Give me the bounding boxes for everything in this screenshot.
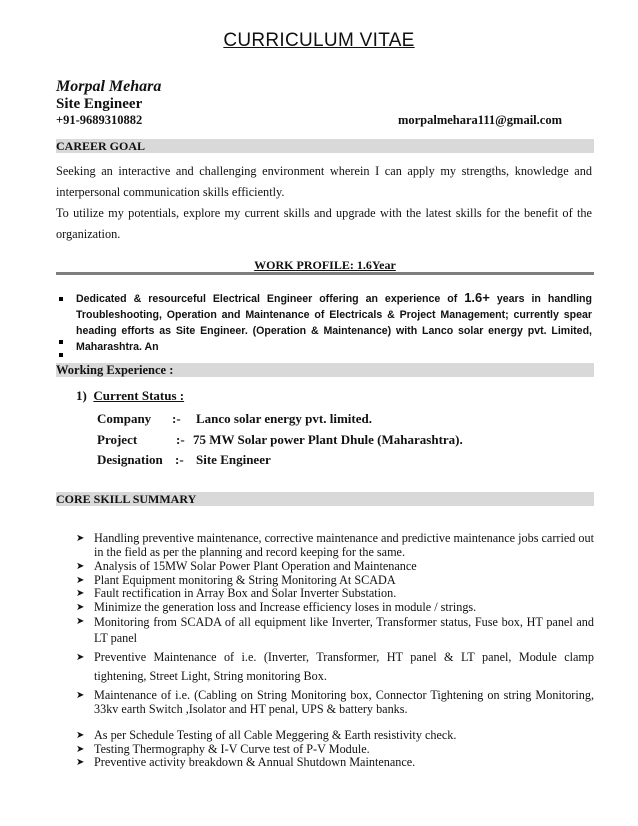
designation-label: Designation xyxy=(97,452,163,467)
core-skill-header xyxy=(56,492,594,506)
skill-item xyxy=(76,729,594,743)
profile-summary xyxy=(76,290,592,355)
company-value: Lanco solar energy pvt. limited. xyxy=(196,411,372,426)
arrow-bullet-icon: ➤ xyxy=(76,652,85,663)
experience-years: 1.6+ xyxy=(464,290,490,305)
arrow-bullet-icon: ➤ xyxy=(76,601,85,613)
bullet-square-icon xyxy=(59,340,63,344)
arrow-bullet-icon: ➤ xyxy=(76,730,85,741)
skill-item xyxy=(76,574,594,588)
skill-item xyxy=(76,601,594,615)
candidate-role: Site Engineer xyxy=(56,96,143,112)
project-separator: :- xyxy=(176,432,185,447)
working-experience-heading: Working Experience : xyxy=(56,363,174,377)
arrow-bullet-icon: ➤ xyxy=(76,588,85,599)
arrow-bullet-icon: ➤ xyxy=(76,743,85,755)
skill-item xyxy=(76,743,594,757)
arrow-bullet-icon: ➤ xyxy=(76,690,85,701)
current-status xyxy=(76,388,184,404)
skill-item xyxy=(76,614,594,646)
skill-item-text: Plant Equipment monitoring & String Monitoring At SCADA xyxy=(94,572,396,587)
skill-item xyxy=(76,689,594,716)
career-goal-paragraph-1: Seeking an interactive and challenging environment wherein I can apply my strengths, knowledge and interpersonal communication skills efficiently. xyxy=(56,164,592,199)
core-skill-list xyxy=(76,532,594,770)
core-skill-heading: CORE SKILL SUMMARY xyxy=(56,492,197,506)
career-goal-heading: CAREER GOAL xyxy=(56,139,146,153)
arrow-bullet-icon: ➤ xyxy=(76,616,85,627)
designation-value: Site Engineer xyxy=(196,452,271,467)
project-label: Project xyxy=(97,432,138,447)
career-goal-paragraph-2: To utilize my potentials, explore my current skills and upgrade with the latest skills for the benefit of the organization. xyxy=(56,206,592,241)
profile-summary-text-end: years in handling Troubleshooting, Operation and Maintenance of Electricals & Project Management; currently spear heading efforts as Site Engineer. (Operation & Maintenance) with Lanco solar energy pvt. Limited, Maharashtra. An xyxy=(76,293,592,353)
skill-item xyxy=(76,648,594,686)
arrow-bullet-icon: ➤ xyxy=(76,561,85,572)
current-status-number: 1) xyxy=(76,388,87,403)
skill-item-text: Fault rectification in Array Box and Solar Inverter Substation. xyxy=(94,586,397,600)
arrow-bullet-icon: ➤ xyxy=(76,533,85,544)
skill-item-text: Preventive Maintenance of i.e. (Inverter, Transformer, HT panel & LT panel, Module clamp tightening, Street Light, String monitoring Box. xyxy=(94,650,594,683)
bullet-square-icon xyxy=(59,353,63,357)
skill-item xyxy=(76,532,594,559)
section-divider xyxy=(56,272,594,275)
arrow-bullet-icon: ➤ xyxy=(76,757,85,768)
skill-item-text: Testing Thermography & I-V Curve test of P-V Module. xyxy=(94,741,370,756)
working-experience-header xyxy=(56,363,594,377)
company-label: Company xyxy=(97,411,152,426)
skill-item-text: Maintenance of i.e. (Cabling on String Monitoring box, Connector Tightening on string Monitoring, 33kv earth Switch ,Isolator and HT penal, UPS & battery banks. xyxy=(94,688,594,716)
candidate-name: Morpal Mehara xyxy=(56,78,162,95)
skill-item xyxy=(76,560,594,574)
designation-separator: :- xyxy=(175,452,184,467)
skill-item-text: Monitoring from SCADA of all equipment like Inverter, Transformer status, Fuse box, HT panel and LT panel xyxy=(94,615,594,645)
skill-item-text: Minimize the generation loss and Increase efficiency loses in module / strings. xyxy=(94,599,477,614)
skill-item xyxy=(76,587,594,601)
skill-item-text: Analysis of 15MW Solar Power Plant Operation and Maintenance xyxy=(94,559,417,573)
work-profile-heading: WORK PROFILE: 1.6Year xyxy=(254,258,396,272)
document-title: CURRICULUM VITAE xyxy=(223,30,415,51)
bullet-square-icon xyxy=(59,297,63,301)
profile-summary-text-start: Dedicated & resourceful Electrical Engineer offering an experience of xyxy=(76,293,465,305)
skill-item-text: Handling preventive maintenance, corrective maintenance and predictive maintenance jobs carried out in the field as per the planning and record keeping for the same. xyxy=(94,531,594,559)
company-separator: :- xyxy=(172,411,181,426)
skill-item-text: As per Schedule Testing of all Cable Meggering & Earth resistivity check. xyxy=(94,728,457,742)
career-goal-header xyxy=(56,139,594,153)
skill-item-text: Preventive activity breakdown & Annual Shutdown Maintenance. xyxy=(94,755,416,769)
arrow-bullet-icon: ➤ xyxy=(76,574,85,586)
skill-item xyxy=(76,756,594,770)
phone-number: +91-9689310882 xyxy=(56,113,143,127)
current-status-label: Current Status : xyxy=(93,388,185,403)
email-address: morpalmehara111@gmail.com xyxy=(397,113,562,127)
project-value: 75 MW Solar power Plant Dhule (Maharashtra). xyxy=(193,432,463,447)
